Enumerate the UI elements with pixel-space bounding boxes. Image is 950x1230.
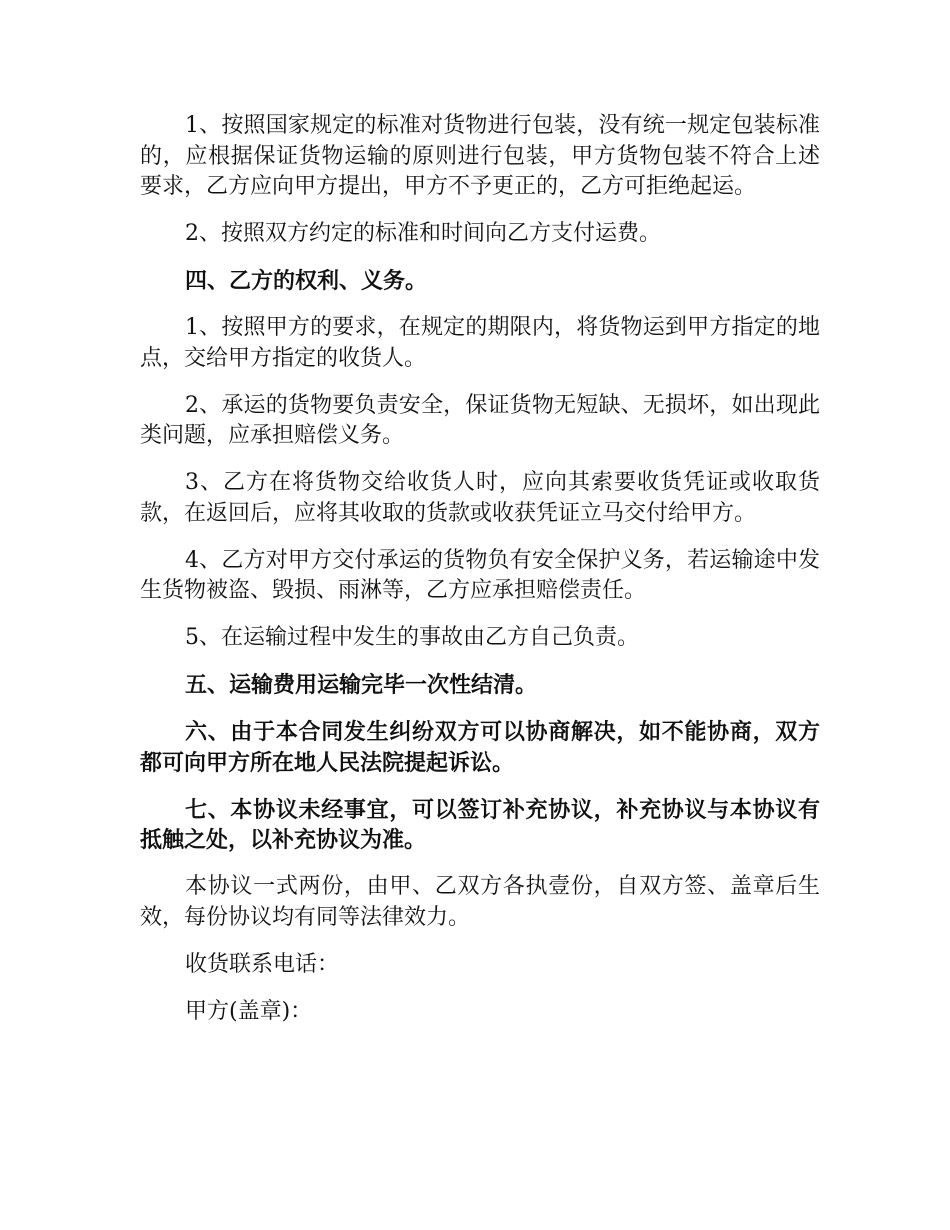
clause-delivery: 1、按照甲方的要求，在规定的期限内，将货物运到甲方指定的地点，交给甲方指定的收货人。 (140, 315, 820, 371)
section-heading-party-b-rights: 四、乙方的权利、义务。 (185, 268, 428, 294)
clause-cargo-safety: 2、承运的货物要负责安全，保证货物无短缺、无损坏，如出现此类问题，应承担赔偿义务。 (140, 392, 820, 448)
clause-receipt-collection: 3、乙方在将货物交给收货人时，应向其索要收货凭证或收取货款，在返回后，应将其收取的货款或收获凭证立马交付给甲方。 (140, 470, 820, 526)
clause-accident-responsibility: 5、在运输过程中发生的事故由乙方自己负责。 (185, 625, 639, 650)
section-heading-supplementary: 七、本协议未经事宜，可以签订补充协议，补充协议与本协议有抵触之处，以补充协议为准。 (140, 796, 820, 853)
contact-phone-label: 收货联系电话： (185, 951, 340, 977)
clause-freight-payment: 2、按照双方约定的标准和时间向乙方支付运费。 (185, 221, 661, 246)
section-heading-settlement: 五、运输费用运输完毕一次性结清。 (185, 672, 538, 698)
document-body (140, 111, 820, 1044)
party-a-seal-label: 甲方(盖章)： (185, 998, 313, 1024)
clause-protection-liability: 4、乙方对甲方交付承运的货物负有安全保护义务，若运输途中发生货物被盗、毁损、雨淋等，乙方应承担赔偿责任。 (140, 547, 820, 603)
section-heading-disputes: 六、由于本合同发生纠纷双方可以协商解决，如不能协商，双方都可向甲方所在地人民法院提起诉讼。 (140, 719, 820, 776)
clause-packaging: 1、按照国家规定的标准对货物进行包装，没有统一规定包装标准的，应根据保证货物运输的原则进行包装，甲方货物包装不符合上述要求，乙方应向甲方提出，甲方不予更正的，乙方可拒绝起运。 (140, 113, 820, 199)
clause-copies-effect: 本协议一式两份，由甲、乙双方各执壹份，自双方签、盖章后生效，每份协议均有同等法律效力。 (140, 874, 820, 930)
